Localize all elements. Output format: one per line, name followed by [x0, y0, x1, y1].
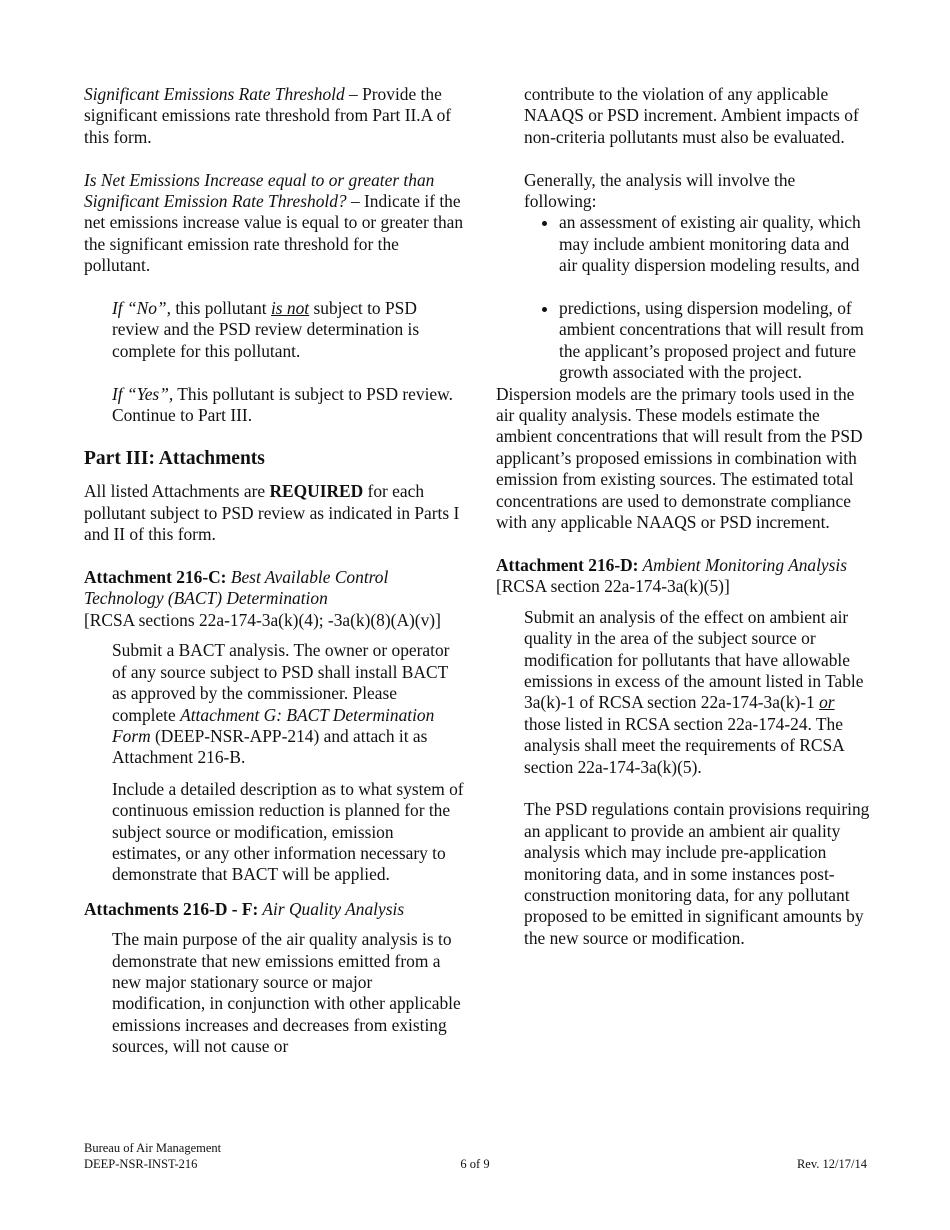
attachment-d-f-heading: Attachments 216-D - F: Air Quality Analysis: [84, 898, 405, 919]
generally-paragraph: Generally, the analysis will involve the following:: [524, 169, 796, 212]
threshold-paragraph: Significant Emissions Rate Threshold – Provide the significant emissions rate threshold from Part II.A of this form.: [84, 84, 452, 147]
list-item: • predictions, using dispersion modeling, of ambient concentrations that will result from the applicant’s proposed project and future growth associated with the project.: [559, 298, 871, 384]
attachment-d-heading: Attachment 216-D: Ambient Monitoring Analysis [RCSA section 22a-174-3a(k)(5)]: [496, 554, 848, 597]
footer-page-number: 6 of 9: [460, 1157, 490, 1171]
footer-revision: Rev. 12/17/14: [796, 1157, 867, 1171]
if-yes-paragraph: If “Yes”, This pollutant is subject to PSD review. Continue to Part III.: [112, 383, 453, 426]
analysis-list: [496, 212, 871, 383]
is-not-emphasis: is not: [270, 298, 310, 319]
net-emissions-paragraph: Is Net Emissions Increase equal to or greater than Significant Emission Rate Threshold? – Indicate if the net emissions increase value is equal to or greater than the significant emission rate threshold for the pollutant.: [84, 169, 464, 276]
attachment-c-paragraph-2: Include a detailed description as to what system of continuous emission reduction is planned for the subject source or modification, emission estimates, or any other information necessary to demonstrate that BACT will be applied.: [112, 778, 464, 885]
attachment-d-paragraph-1: Submit an analysis of the effect on ambient air quality in the area of the subject source or modification for pollutants that have allowable emissions in excess of the amount listed in Table 3a(k)-1 of RCSA section 22a-174-3a(k)-1 or those listed in RCSA section 22a-174-24. The analysis shall meet the requirements of RCSA section 22a-174-3a(k)(5).: [524, 606, 864, 777]
attachment-d-reference: [RCSA section 22a-174-3a(k)(5)]: [496, 576, 730, 597]
left-column: [84, 84, 464, 1058]
dispersion-paragraph: Dispersion models are the primary tools used in the air quality analysis. These models estimate the ambient concentrations that will result from the PSD applicant’s proposed emissions in combination with emission from existing sources. The estimated total concentrations are used to demonstrate compliance with any applicable NAAQS or PSD increment.: [496, 383, 863, 533]
attachment-c-reference: [RCSA sections 22a-174-3a(k)(4); -3a(k)(8)(A)(v)]: [84, 609, 441, 630]
part-three-heading: Part III: Attachments: [84, 448, 265, 470]
attachment-d-f-paragraph: The main purpose of the air quality analysis is to demonstrate that new emissions emitted from a new major stationary source or major modification, in conjunction with other applicable emissions increases and decreases from existing sources, will not cause or: [112, 929, 461, 1057]
footer-left: [84, 1140, 221, 1172]
continued-paragraph: contribute to the violation of any applicable NAAQS or PSD increment. Ambient impacts of non-criteria pollutants must also be evaluated.: [524, 84, 859, 147]
attachment-c-heading: Attachment 216-C: Best Available Control Technology (BACT) Determination [RCSA sections 22a-174-3a(k)(4); -3a(k)(8)(A)(v)]: [84, 567, 441, 630]
attachment-d-paragraph-2: The PSD regulations contain provisions requiring an applicant to provide an ambient air quality analysis which may include pre-application monitoring data, and in some instances post-construction monitoring data, for any pollutant proposed to be emitted in significant amounts by the new source or modification.: [524, 799, 870, 948]
threshold-label: Significant Emissions Rate Threshold: [84, 84, 345, 104]
if-no-paragraph: If “No”, this pollutant is not subject to PSD review and the PSD review determination is complete for this pollutant.: [112, 298, 420, 361]
part-three-intro: All listed Attachments are REQUIRED for each pollutant subject to PSD review as indicated in Parts I and II of this form.: [84, 481, 460, 545]
net-emissions-label: Is Net Emissions Increase equal to or greater than Significant Emission Rate Threshold? –: [84, 169, 435, 212]
footer-doc-id: DEEP-NSR-INST-216: [84, 1157, 198, 1171]
list-item: • an assessment of existing air quality, which may include ambient monitoring data and air quality dispersion modeling results, and: [559, 212, 871, 276]
attachment-c-paragraph-1: Submit a BACT analysis. The owner or operator of any source subject to PSD shall install BACT as approved by the commissioner. Please complete Attachment G: BACT Determination Form (DEEP-NSR-APP-214) and attach it as Attachment 216-B.: [112, 640, 450, 768]
right-column: [496, 84, 871, 949]
footer-bureau: Bureau of Air Management: [84, 1141, 222, 1155]
